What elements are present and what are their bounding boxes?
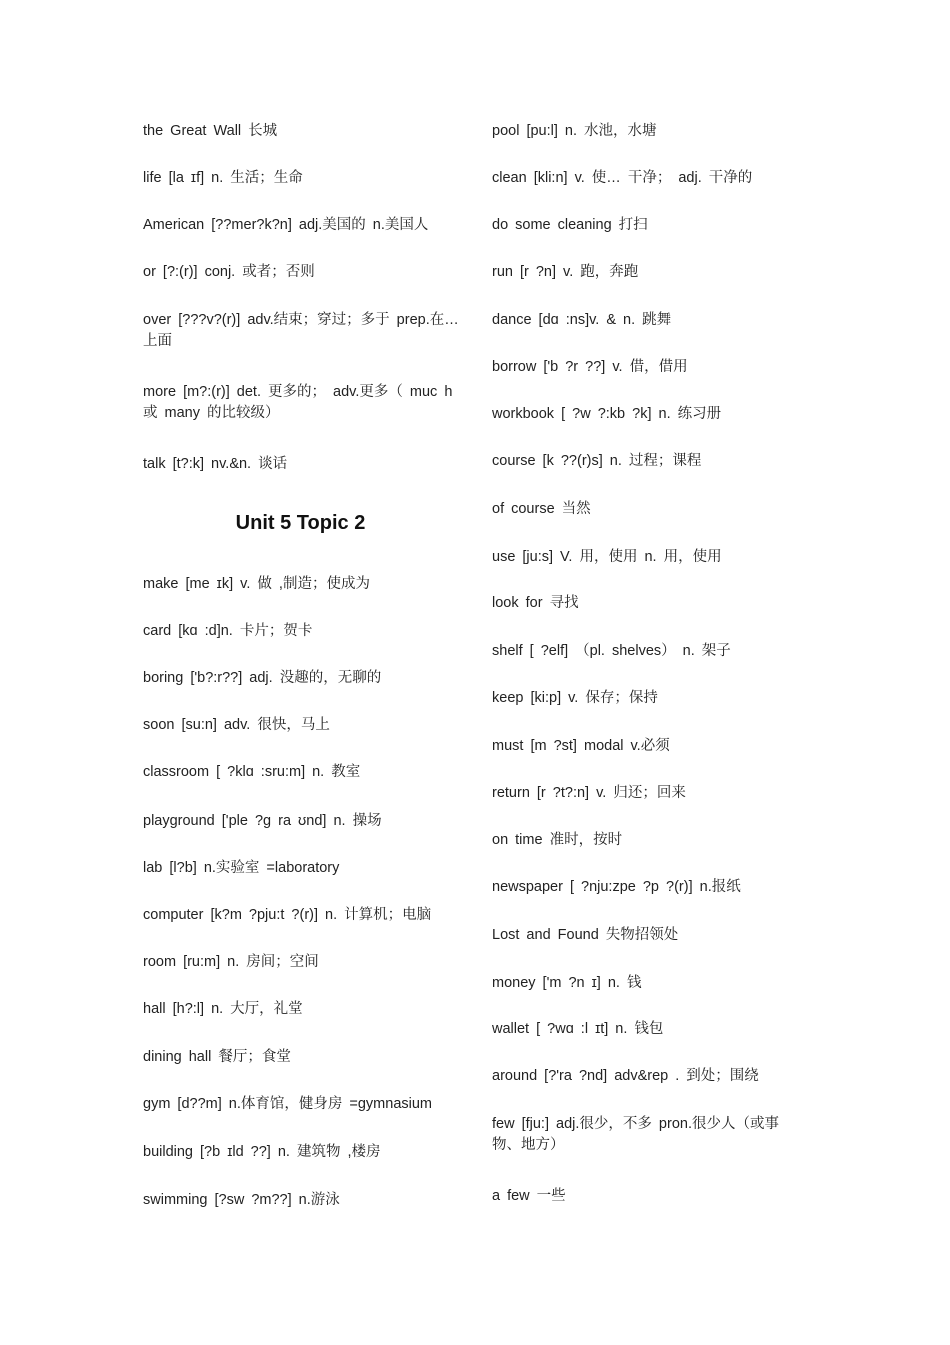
vocab-entry: the Great Wall 长城	[143, 123, 278, 139]
vocab-entry: lab [l?b] n.实验室 =laboratory	[143, 860, 340, 876]
vocab-entry: dance [dɑ :ns]v. & n. 跳舞	[492, 312, 672, 328]
vocab-entry: card [kɑ :d]n. 卡片；贺卡	[143, 623, 313, 639]
vocab-entry: course [k ??(r)s] n. 过程；课程	[492, 453, 702, 469]
vocab-entry: over [???v?(r)] adv.结束；穿过；多于 prep.在… 上面	[143, 312, 459, 349]
vocab-entry: hall [h?:l] n. 大厅，礼堂	[143, 1001, 303, 1017]
vocab-entry: more [m?:(r)] det. 更多的； adv.更多（ muc h 或 many 的比较级）	[143, 384, 453, 421]
vocab-entry: shelf [ ?elf] （pl. shelves） n. 架子	[492, 643, 731, 659]
vocab-entry: Lost and Found 失物招领处	[492, 927, 679, 943]
vocab-entry: a few 一些	[492, 1188, 566, 1204]
vocab-entry: talk [t?:k] nv.&n. 谈话	[143, 456, 288, 472]
vocab-entry: or [?:(r)] conj. 或者；否则	[143, 264, 315, 280]
vocab-entry: use [ju:s] V. 用，使用 n. 用，使用	[492, 549, 722, 565]
vocab-entry: of course 当然	[492, 501, 591, 517]
vocab-entry: life [la ɪf] n. 生活；生命	[143, 170, 303, 186]
vocab-entry: workbook [ ?w ?:kb ?k] n. 练习册	[492, 406, 722, 422]
vocab-entry: must [m ?st] modal v.必须	[492, 738, 670, 754]
vocab-entry: money ['m ?n ɪ] n. 钱	[492, 975, 642, 991]
vocab-entry: on time 准时，按时	[492, 832, 623, 848]
vocab-entry: run [r ?n] v. 跑，奔跑	[492, 264, 639, 280]
vocab-entry: dining hall 餐厅；食堂	[143, 1049, 291, 1065]
vocab-entry: soon [su:n] adv. 很快，马上	[143, 717, 330, 733]
section-heading: Unit 5 Topic 2	[235, 512, 366, 534]
vocab-entry: clean [kli:n] v. 使… 干净； adj. 干净的	[492, 170, 753, 186]
vocab-entry: keep [ki:p] v. 保存；保持	[492, 690, 658, 706]
vocab-entry: boring ['b?:r??] adj. 没趣的，无聊的	[143, 670, 382, 686]
vocab-entry: borrow ['b ?r ??] v. 借，借用	[492, 359, 688, 375]
vocab-entry: playground ['ple ?ɡ ra ʊnd] n. 操场	[143, 813, 382, 829]
vocab-entry: room [ru:m] n. 房间；空间	[143, 954, 319, 970]
vocab-entry: gym [d??m] n.体育馆，健身房 =gymnasium	[143, 1096, 433, 1112]
vocab-entry: look for 寻找	[492, 595, 579, 611]
vocab-entry: do some cleaning 打扫	[492, 217, 648, 233]
vocab-entry: swimming [?sw ?m??] n.游泳	[143, 1192, 340, 1208]
vocab-entry: newspaper [ ?nju:zpe ?p ?(r)] n.报纸	[492, 879, 741, 895]
vocab-entry: few [fju:] adj.很少，不多 pron.很少人（或事物、地方）	[492, 1116, 779, 1153]
vocab-entry: building [?b ɪld ??] n. 建筑物 ,楼房	[143, 1144, 381, 1160]
vocab-entry: around [?'ra ?nd] adv&rep . 到处；围绕	[492, 1068, 759, 1084]
vocab-entry: return [r ?t?:n] v. 归还；回来	[492, 785, 686, 801]
vocab-entry: pool [pu:l] n. 水池，水塘	[492, 123, 657, 139]
vocab-entry: make [me ɪk] v. 做 ,制造；使成为	[143, 576, 370, 592]
vocab-entry: classroom [ ?klɑ :sru:m] n. 教室	[143, 764, 361, 780]
vocab-entry: computer [k?m ?pju:t ?(r)] n. 计算机；电脑	[143, 907, 432, 923]
vocab-entry: wallet [ ?wɑ :l ɪt] n. 钱包	[492, 1021, 664, 1037]
vocab-entry: American [??mer?k?n] adj.美国的 n.美国人	[143, 217, 429, 233]
